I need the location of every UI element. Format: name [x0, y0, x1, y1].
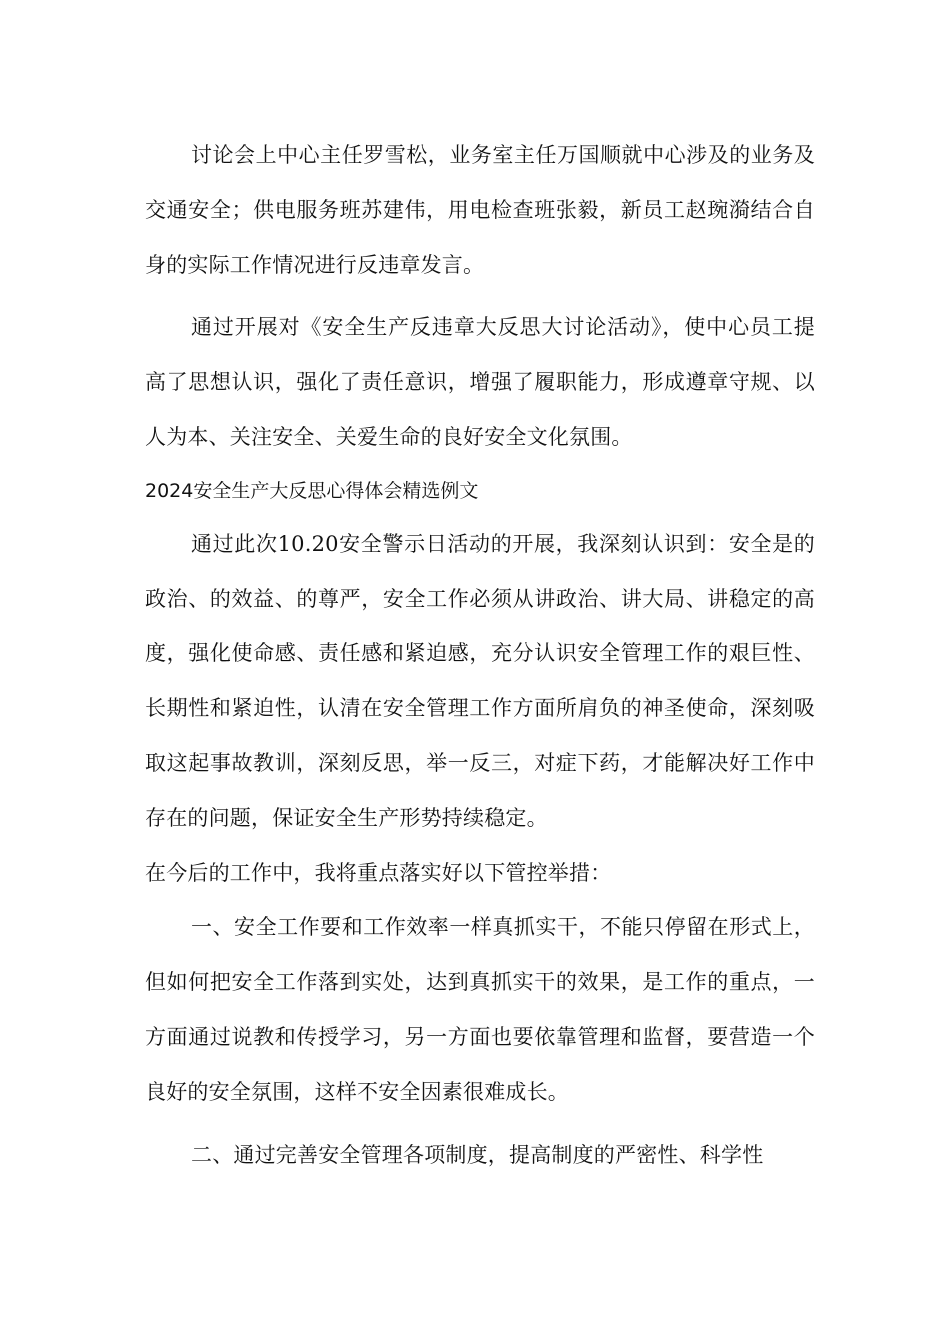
paragraph-measure-two: 二、通过完善安全管理各项制度，提高制度的严密性、科学性	[191, 1142, 764, 1167]
paragraph-activity-outcome: 通过开展对《安全生产反违章大反思大讨论活动》，使中心员工提高了思想认识，强化了责任意识，增强了履职能力，形成遵章守规、以人为本、关注安全、关爱生命的良好安全文化氛围。	[145, 315, 815, 449]
paragraph-measure-one: 一、安全工作要和工作效率一样真抓实干，不能只停留在形式上，但如何把安全工作落到实处，达到真抓实干的效果，是工作的重点，一方面通过说教和传授学习，另一方面也要依靠管理和监督，要营造一个良好的安全氛围，这样不安全因素很难成长。	[145, 915, 815, 1104]
paragraph-safety-awareness: 通过此次10.20安全警示日活动的开展，我深刻认识到：安全是的政治、的效益、的尊严，安全工作必须从讲政治、讲大局、讲稳定的高度，强化使命感、责任感和紧迫感，充分认识安全管理工作的艰巨性、长期性和紧迫性，认清在安全管理工作方面所肩负的神圣使命，深刻吸取这起事故教训，深刻反思，举一反三，对症下药，才能解决好工作中存在的问题，保证安全生产形势持续稳定。	[145, 531, 815, 830]
document-body	[145, 128, 815, 1182]
paragraph-control-measures-intro: 在今后的工作中，我将重点落实好以下管控举措：	[145, 860, 612, 885]
section-title: 2024安全生产大反思心得体会精选例文	[145, 479, 479, 502]
paragraph-discussion-speakers: 讨论会上中心主任罗雪松，业务室主任万国顺就中心涉及的业务及交通安全；供电服务班苏建伟，用电检查班张毅，新员工赵琬漪结合自身的实际工作情况进行反违章发言。	[145, 143, 815, 277]
